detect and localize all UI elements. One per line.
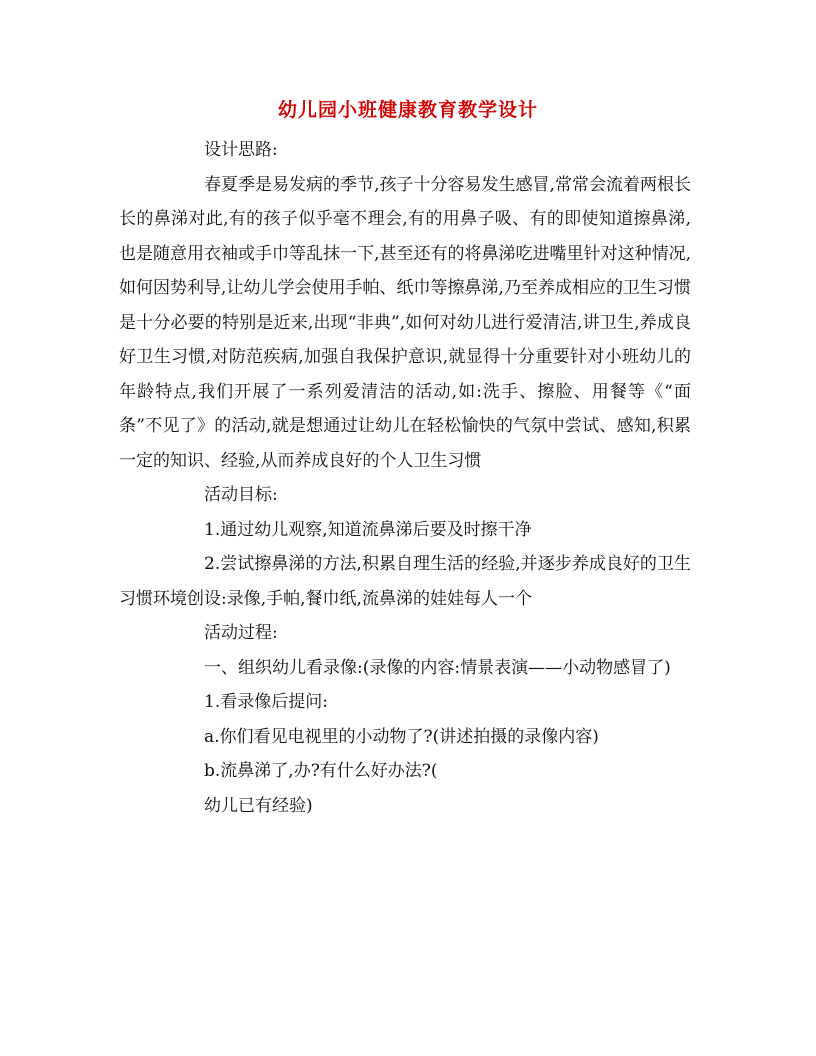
paragraph-design-idea-heading: 设计思路: bbox=[204, 140, 278, 160]
paragraph-question-b-continued: 幼儿已有经验) bbox=[204, 795, 313, 816]
paragraph-design-idea-body: 春夏季是易发病的季节,孩子十分容易发生感冒,常常会流着两根长长的鼻涕对此,有的孩子似乎毫不理会,有的用鼻子吸、有的即使知道擦鼻涕,也是随意用衣袖或手巾等乱抹一下,甚至还有的将鼻涕吃进嘴里针对这种情况,如何因势利导,让幼儿学会使用手帕、纸巾等擦鼻涕,乃至养成相应的卫生习惯是十分必要的特别是近来,出现“非典”,如何对幼儿进行爱清洁,讲卫生,养成良好卫生习惯,对防范疾病,加强自我保护意识,就显得十分重要针对小班幼儿的年龄特点,我们开展了一系列爱清洁的活动,如:洗手、擦脸、用餐等《“面条”不见了》的活动,就是想通过让幼儿在轻松愉快的气氛中尝试、感知,积累一定的知识、经验,从而养成良好的个人卫生习惯 bbox=[119, 174, 691, 471]
paragraph-question-b: b.流鼻涕了,办?有什么好办法?( bbox=[204, 761, 438, 781]
page-title: 幼儿园小班健康教育教学设计 bbox=[277, 99, 538, 121]
paragraph-questions-heading: 1.看录像后提问: bbox=[204, 692, 328, 712]
paragraph-goal-1: 1.通过幼儿观察,知道流鼻涕后要及时擦干净 bbox=[204, 519, 532, 540]
paragraph-goal-2: 2.尝试擦鼻涕的方法,积累自理生活的经验,并逐步养成良好的卫生习惯环境创设:录像,手帕,餐巾纸,流鼻涕的娃娃每人一个 bbox=[119, 554, 691, 609]
paragraph-process-heading: 活动过程: bbox=[204, 623, 278, 643]
paragraph-goals-heading: 活动目标: bbox=[204, 485, 278, 505]
paragraph-question-a: a.你们看见电视里的小动物了?(讲述拍摄的录像内容) bbox=[204, 726, 599, 747]
paragraph-process-step-1: 一、组织幼儿看录像:(录像的内容:情景表演——小动物感冒了) bbox=[204, 657, 671, 678]
document-body bbox=[119, 133, 691, 823]
